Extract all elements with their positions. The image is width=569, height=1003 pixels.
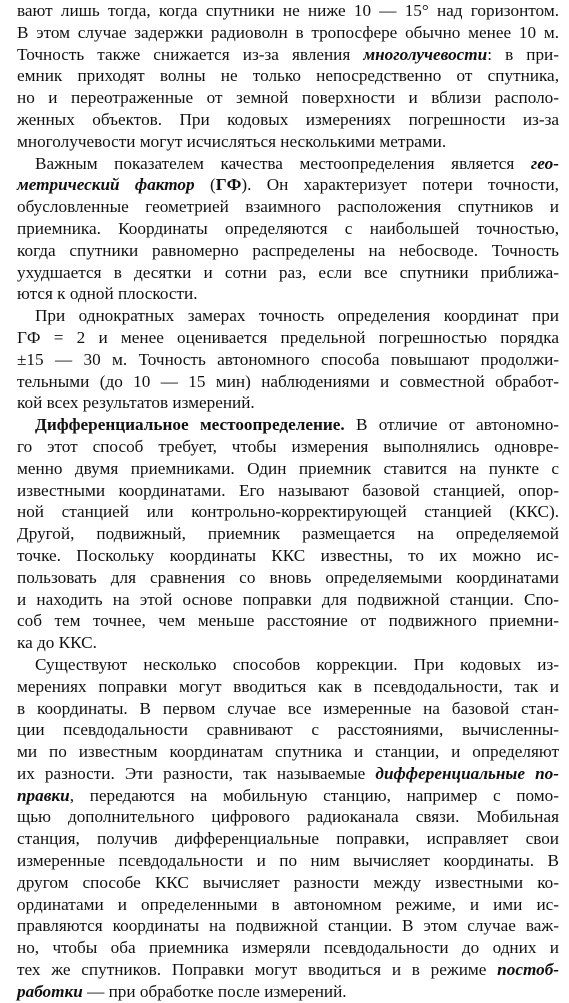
emphasized-term: метрический фактор	[17, 175, 195, 195]
text-line: ной станцией или контрольно-корректирующей станцией (ККС).	[17, 502, 559, 522]
text-run: В отличие от автономно-	[344, 415, 560, 435]
text-line: ка до ККС.	[17, 633, 97, 653]
text-line: но, чтобы оба приемника измеряли псевдодальности до одних и	[17, 938, 559, 958]
text-line	[17, 174, 559, 196]
emphasized-term: постоб-	[497, 960, 559, 980]
emphasized-term: многолучевости	[363, 44, 488, 64]
text-line: ются к одной плоскости.	[17, 284, 198, 304]
paragraph-4	[17, 414, 559, 654]
text-line: менно двумя приемниками. Один приемник ставится на пункте с	[17, 458, 559, 478]
text-line	[17, 959, 559, 981]
text-run: тех же спутников. Поправки могут вводиться и в режиме	[17, 960, 498, 980]
text-line	[17, 44, 559, 66]
emphasized-term: гео-	[530, 153, 559, 173]
text-line: ±15 — 30 м. Точность автономного способа повышают продолжи-	[17, 349, 559, 369]
text-run: : в при-	[487, 44, 559, 64]
text-line: щью дополнительного цифрового радиоканала связи. Мобильная	[17, 807, 559, 827]
text-line	[17, 981, 559, 1003]
text-line: приемника. Координаты определяются с наибольшей точностью,	[17, 218, 559, 238]
paragraph-3	[17, 305, 559, 414]
text-line: точке. Поскольку координаты ККС известны, то их можно ис-	[17, 545, 559, 565]
text-run: Важным показателем качества местоопределения является	[35, 153, 531, 173]
document-page	[17, 0, 559, 1003]
text-run: ). Он характеризует потери точности,	[241, 175, 559, 195]
text-line: другом способе ККС вычисляет разности между известными ко-	[17, 872, 559, 892]
text-run: их разности. Эти разности, так называемые	[17, 763, 376, 783]
text-line: тельными (до 10 — 15 мин) наблюдениями и совместной обработ-	[17, 371, 559, 391]
text-line: Другой, подвижный, приемник размещается на определяемой	[17, 524, 559, 544]
text-run: (	[194, 175, 216, 195]
text-line: Существуют несколько способов коррекции. При кодовых из-	[35, 654, 559, 674]
text-line: вают лишь тогда, когда спутники не ниже 10 — 15° над горизонтом.	[17, 1, 559, 20]
text-line	[17, 785, 559, 807]
text-line: когда спутники равномерно распределены на небосводе. Точность	[17, 240, 559, 260]
text-line: При однократных замерах точность определения координат при	[35, 306, 559, 326]
text-line: правляются координаты на подвижной станции. В этом случае важ-	[17, 916, 559, 936]
text-line: соб тем точнее, чем меньше расстояние от подвижного приемни-	[17, 611, 559, 631]
text-line: известными координатами. Его называют базовой станцией, опор-	[17, 480, 559, 500]
text-line: В этом случае задержки радиоволн в тропосфере обычно менее 10 м.	[17, 22, 559, 42]
emphasized-term: дифференциальные по-	[375, 763, 559, 783]
abbreviation: ГФ	[215, 175, 242, 195]
text-line: и находить на этой основе поправки для подвижной станции. Спо-	[17, 589, 559, 609]
text-line: женных объектов. При кодовых измерениях погрешности из-за	[17, 109, 559, 129]
text-line: станция, получив дифференциальные поправки, исправляет свои	[17, 829, 559, 849]
text-line: ухудшается в десятки и сотни раз, если все спутники приближа-	[17, 262, 559, 282]
text-line	[17, 153, 559, 175]
text-line: обусловленные геометрией взаимного расположения спутников и	[17, 197, 559, 217]
emphasized-term: работки	[17, 981, 83, 1001]
text-line: емник приходят волны не только непосредственно от спутника,	[17, 66, 559, 86]
text-line: в координаты. В первом случае все измеренные на базовой стан-	[17, 698, 559, 718]
text-line	[17, 414, 559, 436]
paragraph-1	[17, 0, 559, 153]
text-line: кой всех результатов измерений.	[17, 393, 255, 413]
text-line: но и переотраженные от земной поверхности и вблизи располо-	[17, 88, 559, 108]
paragraph-5	[17, 654, 559, 1003]
text-run: , передаются на мобильную станцию, например с помо-	[69, 785, 559, 805]
text-run: Точность также снижается из-за явления	[17, 44, 364, 64]
emphasized-term: правки	[17, 785, 70, 805]
section-heading: Дифференциальное местоопределение.	[35, 415, 345, 435]
text-run: — при обработке после измерений.	[82, 981, 347, 1001]
text-line: измеренные псевдодальности и по ним вычисляет координаты. В	[17, 851, 559, 871]
text-line	[17, 763, 559, 785]
text-line: пользовать для сравнения со вновь определяемыми координатами	[17, 567, 559, 587]
text-line: ординатами и определенными в автономном режиме, и ими ис-	[17, 894, 559, 914]
text-line: го этот способ требует, чтобы измерения выполнялись одновре-	[17, 436, 559, 456]
text-line: ГФ = 2 и менее оценивается предельной погрешностью порядка	[17, 327, 559, 347]
text-line: многолучевости могут исчисляться несколькими метрами.	[17, 131, 447, 151]
text-line: ции псевдодальности сравнивают с расстояниями, вычисленны-	[17, 720, 559, 740]
paragraph-2	[17, 153, 559, 306]
text-line: ми по известным координатам спутника и станции, и определяют	[17, 742, 559, 762]
text-line: мерениях поправки могут вводиться как в псевдодальности, так и	[17, 676, 559, 696]
